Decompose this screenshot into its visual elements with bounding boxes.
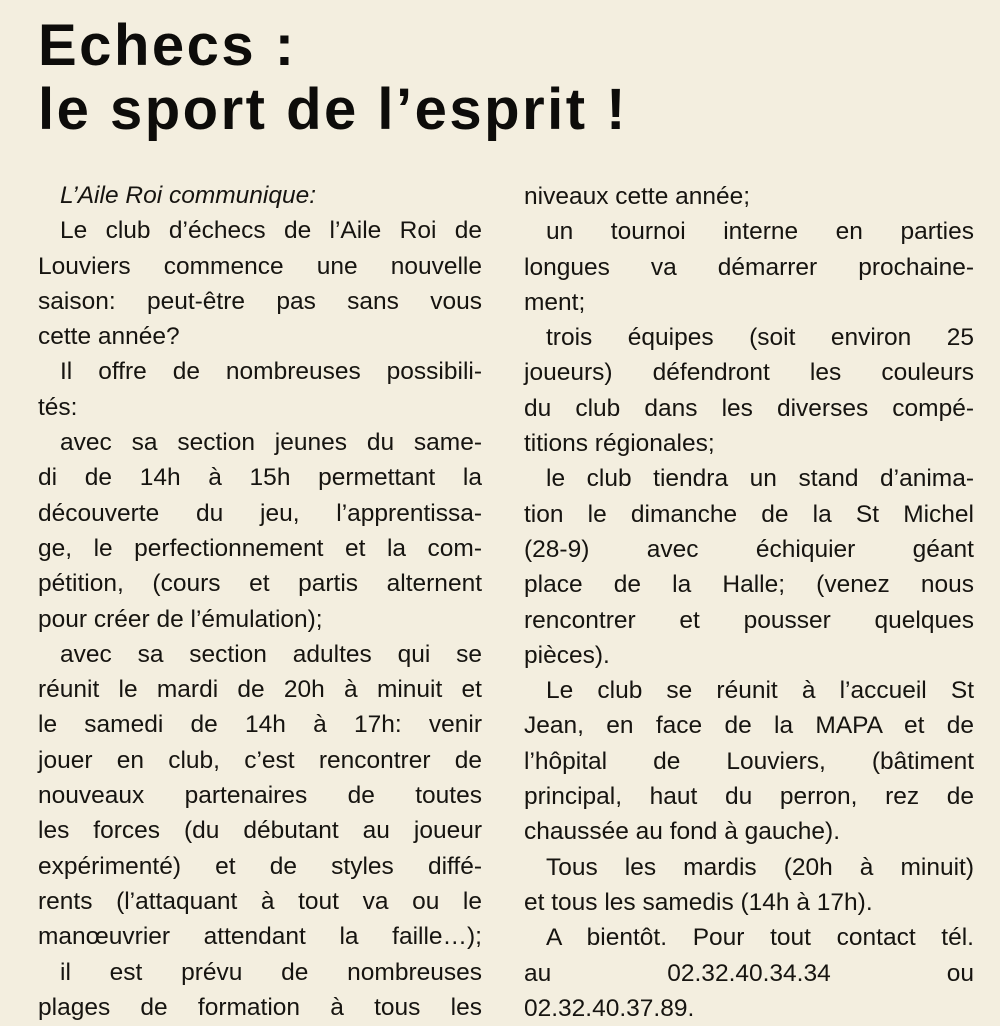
article-line: plages de formation à tous les — [38, 993, 482, 1021]
article-line: au 02.32.40.34.34 ou — [524, 959, 974, 987]
article-line: titions régionales; — [524, 430, 715, 458]
article-line: Louviers commence une nouvelle — [38, 252, 482, 280]
article-line: Le club d’échecs de l’Aile Roi de — [60, 217, 482, 245]
right-column — [524, 179, 974, 1026]
article-line: chaussée au fond à gauche). — [524, 818, 841, 846]
article-line: pétition, (cours et partis alternent — [38, 570, 482, 598]
article-line: ge, le perfectionnement et la com- — [38, 534, 482, 562]
article-line: di de 14h à 15h permettant la — [38, 464, 482, 492]
article-line: saison: peut-être pas sans vous — [38, 287, 482, 315]
article-line: pièces). — [524, 641, 610, 669]
article-line: Il offre de nombreuses possibili- — [60, 358, 482, 386]
article-line: il est prévu de nombreuses — [60, 958, 482, 986]
article-line: un tournoi interne en parties — [546, 218, 974, 246]
article-line: jouer en club, c’est rencontrer de — [38, 746, 482, 774]
article-line: A bientôt. Pour tout contact tél. — [546, 924, 974, 952]
article-line: du club dans les diverses compé- — [524, 394, 974, 422]
article-line: principal, haut du perron, rez de — [524, 783, 974, 811]
article-line: Jean, en face de la MAPA et de — [524, 712, 974, 740]
article-line: longues va démarrer prochaine- — [524, 253, 974, 281]
article-line: les forces (du débutant au joueur — [38, 817, 482, 845]
article-line: ment; — [524, 288, 586, 316]
article-line: le club tiendra un stand d’anima- — [546, 465, 974, 493]
article-line: avec sa section jeunes du same- — [60, 429, 482, 457]
article-line: joueurs) défendront les couleurs — [524, 359, 974, 387]
article-line: et tous les samedis (14h à 17h). — [524, 888, 873, 916]
article-line: le samedi de 14h à 17h: venir — [38, 711, 482, 739]
article-line: avec sa section adultes qui se — [60, 640, 482, 668]
article-line: Tous les mardis (20h à minuit) — [546, 853, 974, 881]
article-line: réunit le mardi de 20h à minuit et — [38, 676, 482, 704]
article-line: rencontrer et pousser quelques — [524, 606, 974, 634]
article-line: Le club se réunit à l’accueil St — [546, 677, 974, 705]
article-line: tion le dimanche de la St Michel — [524, 500, 974, 528]
article-line: niveaux cette année; — [524, 183, 751, 210]
article-line: L’Aile Roi communique: — [60, 182, 317, 209]
article-line: manœuvrier attendant la faille…); — [38, 923, 482, 951]
article-line: rents (l’attaquant à tout va ou le — [38, 887, 482, 915]
headline — [38, 14, 628, 142]
article-line: tés: — [38, 393, 78, 421]
article-line: l’hôpital de Louviers, (bâtiment — [524, 747, 974, 775]
article-line: expérimenté) et de styles diffé- — [38, 852, 482, 880]
article-line: pour créer de l’émulation); — [38, 605, 323, 633]
article-line: 02.32.40.37.89. — [524, 994, 695, 1022]
article-line: place de la Halle; (venez nous — [524, 571, 974, 599]
article-line: trois équipes (soit environ 25 — [546, 324, 974, 352]
left-column — [38, 178, 482, 1025]
article-line: nouveaux partenaires de toutes — [38, 782, 482, 810]
article-line: découverte du jeu, l’apprentissa- — [38, 499, 482, 527]
article-line: (28-9) avec échiquier géant — [524, 535, 974, 563]
headline-line: le sport de l’esprit ! — [38, 77, 628, 142]
article-line: cette année? — [38, 323, 180, 351]
headline-line: Echecs : — [38, 13, 297, 78]
